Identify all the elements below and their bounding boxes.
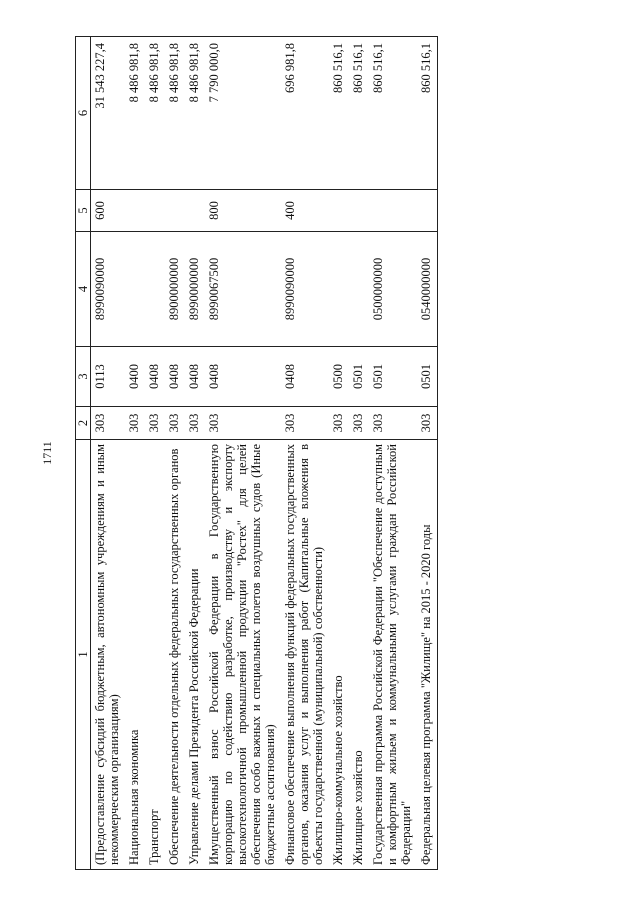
page-number: 1711 <box>40 441 54 465</box>
expense-type-cell <box>349 190 369 232</box>
amount-cell: 696 981,8 <box>281 37 329 190</box>
section-code-cell: 0408 <box>165 347 185 407</box>
table-row <box>417 37 438 870</box>
expense-type-cell <box>369 190 417 232</box>
table-row <box>165 37 185 870</box>
section-code-cell: 0408 <box>145 347 165 407</box>
admin-code-cell: 303 <box>165 407 185 440</box>
row-name-cell: Жилищное хозяйство <box>349 440 369 870</box>
amount-cell: 8 486 981,8 <box>145 37 165 190</box>
admin-code-cell: 303 <box>369 407 417 440</box>
amount-cell: 8 486 981,8 <box>165 37 185 190</box>
admin-code-cell: 303 <box>417 407 438 440</box>
admin-code-cell: 303 <box>329 407 349 440</box>
target-article-cell <box>349 232 369 347</box>
expense-type-cell: 600 <box>91 190 126 232</box>
target-article-cell: 0500000000 <box>369 232 417 347</box>
row-name-cell: Жилищно-коммунальное хозяйство <box>329 440 349 870</box>
column-header: 1 <box>76 440 91 870</box>
table-row <box>145 37 165 870</box>
table-row <box>329 37 349 870</box>
expense-type-cell: 400 <box>281 190 329 232</box>
budget-table <box>75 36 438 870</box>
target-article-cell: 0540000000 <box>417 232 438 347</box>
row-name-cell: Обеспечение деятельности отдельных федеральных государственных органов <box>165 440 185 870</box>
expense-type-cell <box>185 190 205 232</box>
target-article-cell <box>145 232 165 347</box>
row-name-cell: (Предоставление субсидий бюджетным, автономным учреждениям и иным некоммерческим организациям) <box>91 440 126 870</box>
admin-code-cell: 303 <box>205 407 281 440</box>
amount-cell: 860 516,1 <box>417 37 438 190</box>
target-article-cell <box>329 232 349 347</box>
table-row <box>91 37 126 870</box>
target-article-cell: 8990067500 <box>205 232 281 347</box>
section-code-cell: 0408 <box>205 347 281 407</box>
amount-cell: 8 486 981,8 <box>185 37 205 190</box>
column-header: 4 <box>76 232 91 347</box>
amount-cell: 860 516,1 <box>369 37 417 190</box>
row-name-cell: Национальная экономика <box>125 440 145 870</box>
section-code-cell: 0500 <box>329 347 349 407</box>
admin-code-cell: 303 <box>281 407 329 440</box>
target-article-cell: 8900000000 <box>165 232 185 347</box>
column-header: 3 <box>76 347 91 407</box>
expense-type-cell <box>329 190 349 232</box>
row-name-cell: Государственная программа Российской Федерации "Обеспечение доступным и комфортным жильем и коммунальными услугами граждан Российской Федерации" <box>369 440 417 870</box>
section-code-cell: 0501 <box>349 347 369 407</box>
admin-code-cell: 303 <box>91 407 126 440</box>
target-article-cell <box>125 232 145 347</box>
target-article-cell: 8990000000 <box>185 232 205 347</box>
amount-cell: 8 486 981,8 <box>125 37 145 190</box>
expense-type-cell <box>125 190 145 232</box>
section-code-cell: 0501 <box>369 347 417 407</box>
admin-code-cell: 303 <box>125 407 145 440</box>
expense-type-cell <box>145 190 165 232</box>
amount-cell: 7 790 000,0 <box>205 37 281 190</box>
table-row <box>185 37 205 870</box>
amount-cell: 860 516,1 <box>329 37 349 190</box>
table-row <box>281 37 329 870</box>
target-article-cell: 8990090000 <box>91 232 126 347</box>
row-name-cell: Федеральная целевая программа "Жилище" на 2015 - 2020 годы <box>417 440 438 870</box>
amount-cell: 860 516,1 <box>349 37 369 190</box>
admin-code-cell: 303 <box>185 407 205 440</box>
target-article-cell: 8990090000 <box>281 232 329 347</box>
rotated-budget-table-block <box>75 37 637 870</box>
column-header: 6 <box>76 37 91 190</box>
admin-code-cell: 303 <box>145 407 165 440</box>
section-code-cell: 0408 <box>281 347 329 407</box>
section-code-cell: 0408 <box>185 347 205 407</box>
table-row <box>369 37 417 870</box>
table-body <box>91 37 438 870</box>
admin-code-cell: 303 <box>349 407 369 440</box>
table-row <box>125 37 145 870</box>
table-row <box>349 37 369 870</box>
section-code-cell: 0113 <box>91 347 126 407</box>
expense-type-cell <box>165 190 185 232</box>
amount-cell: 31 543 227,4 <box>91 37 126 190</box>
expense-type-cell <box>417 190 438 232</box>
expense-type-cell: 800 <box>205 190 281 232</box>
column-number-row <box>76 37 91 870</box>
row-name-cell: Управление делами Президента Российской Федерации <box>185 440 205 870</box>
row-name-cell: Финансовое обеспечение выполнения функций федеральных государственных органов, оказания услуг и выполнения работ (Капитальные вложения в объекты государственной (муниципальной) собственности) <box>281 440 329 870</box>
section-code-cell: 0400 <box>125 347 145 407</box>
row-name-cell: Транспорт <box>145 440 165 870</box>
column-header: 2 <box>76 407 91 440</box>
column-header: 5 <box>76 190 91 232</box>
section-code-cell: 0501 <box>417 347 438 407</box>
table-row <box>205 37 281 870</box>
row-name-cell: Имущественный взнос Российской Федерации в Государственную корпорацию по содействию разработке, производству и экспорту высокотехнологичной промышленной продукции "Ростех" для целей обеспечения особо важных и специальных полетов воздушных судов (Иные бюджетные ассигнования) <box>205 440 281 870</box>
